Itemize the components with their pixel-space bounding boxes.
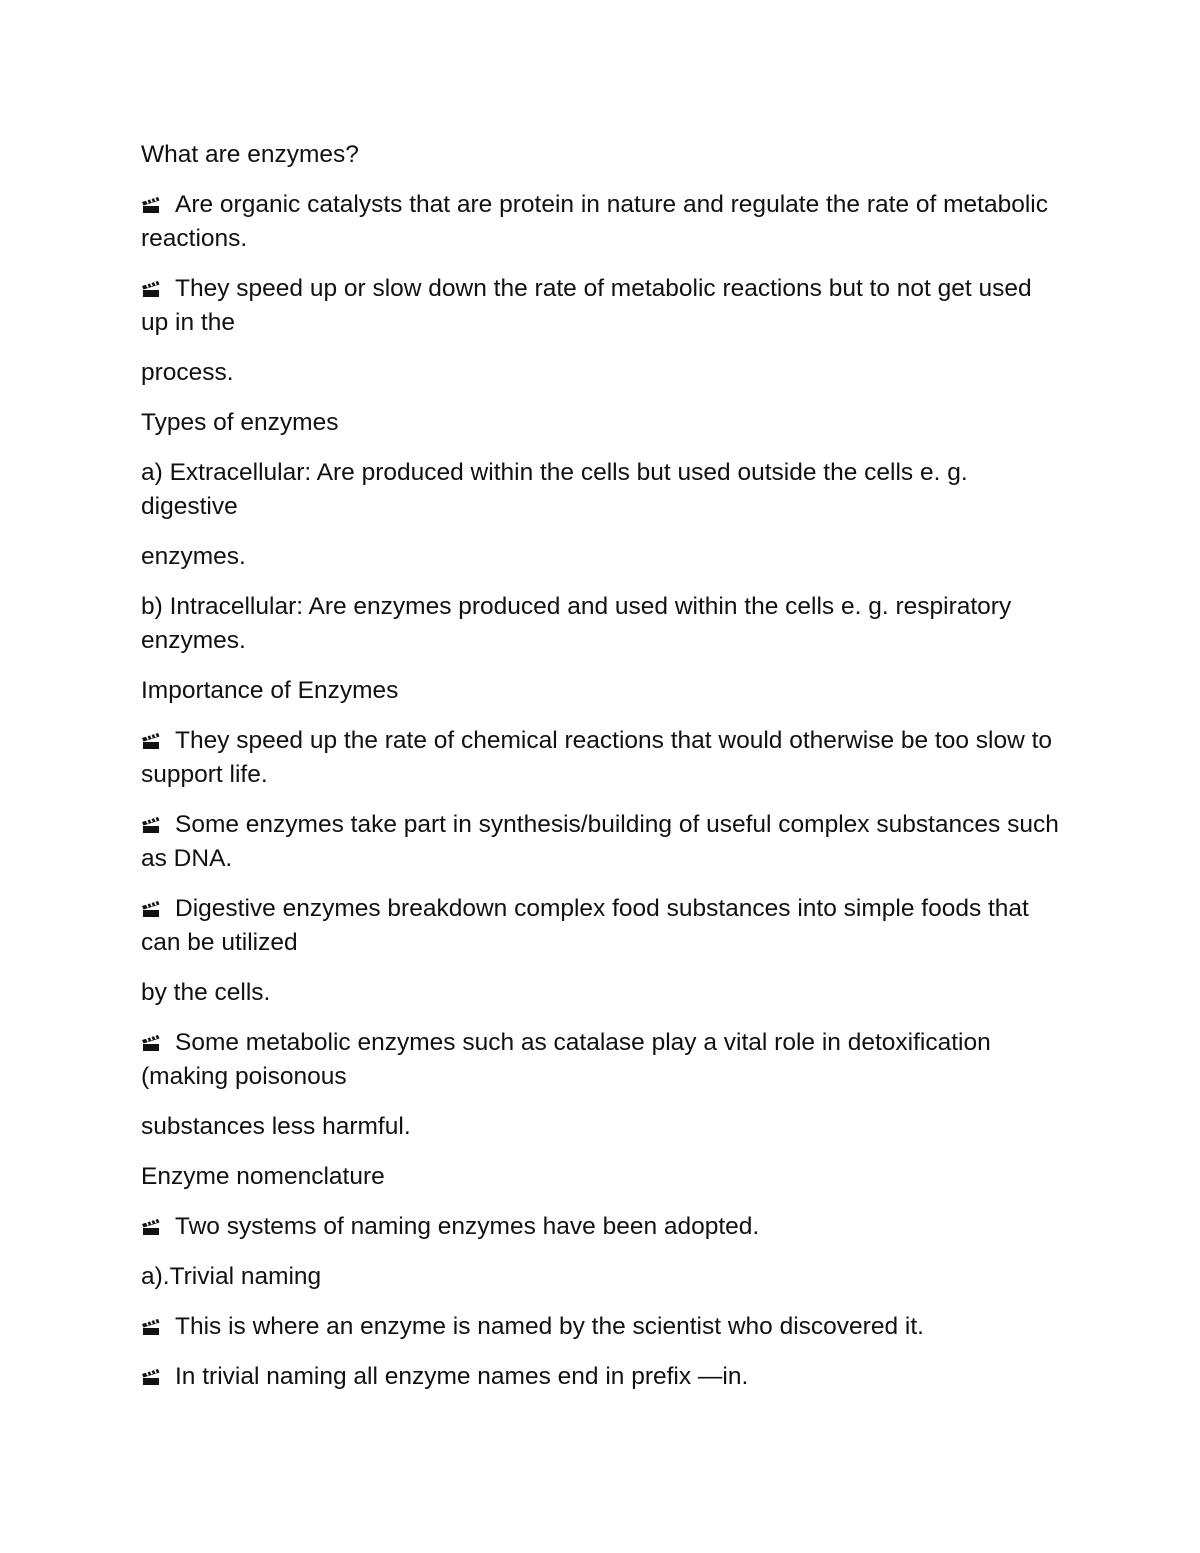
paragraph xyxy=(141,456,1061,524)
paragraph xyxy=(141,674,1061,708)
paragraph-text: a).Trivial naming xyxy=(141,1263,322,1290)
bullet-paragraph xyxy=(141,188,1061,256)
paragraph-text: Some metabolic enzymes such as catalase play a vital role in detoxification (making poisonous xyxy=(141,1029,991,1090)
paragraph-text: process. xyxy=(141,359,234,386)
clapperboard-icon xyxy=(141,1368,161,1386)
bullet-paragraph xyxy=(141,1360,1061,1394)
clapperboard-icon xyxy=(141,280,161,298)
bullet-paragraph xyxy=(141,1310,1061,1344)
paragraph-text: In trivial naming all enzyme names end in prefix —in. xyxy=(175,1363,749,1390)
paragraph xyxy=(141,540,1061,574)
paragraph xyxy=(141,1260,1061,1294)
bullet-paragraph xyxy=(141,1210,1061,1244)
paragraph xyxy=(141,1110,1061,1144)
bullet-paragraph xyxy=(141,724,1061,792)
paragraph-text: Some enzymes take part in synthesis/building of useful complex substances such as DNA. xyxy=(141,811,1059,872)
paragraph-text: Digestive enzymes breakdown complex food substances into simple foods that can be utilized xyxy=(141,895,1029,956)
paragraph-text: Enzyme nomenclature xyxy=(141,1163,385,1190)
paragraph-text: What are enzymes? xyxy=(141,141,359,168)
paragraph xyxy=(141,1160,1061,1194)
paragraph-text: They speed up or slow down the rate of metabolic reactions but to not get used up in the xyxy=(141,275,1032,336)
paragraph-text: They speed up the rate of chemical reactions that would otherwise be too slow to support life. xyxy=(141,727,1053,788)
document-page xyxy=(141,138,1061,1410)
bullet-paragraph xyxy=(141,808,1061,876)
clapperboard-icon xyxy=(141,816,161,834)
paragraph-text: Two systems of naming enzymes have been adopted. xyxy=(175,1213,760,1240)
paragraph-text: b) Intracellular: Are enzymes produced and used within the cells e. g. respiratory enzymes. xyxy=(141,593,1012,654)
paragraph xyxy=(141,138,1061,172)
clapperboard-icon xyxy=(141,1034,161,1052)
paragraph xyxy=(141,976,1061,1010)
bullet-paragraph xyxy=(141,1026,1061,1094)
paragraph-text: a) Extracellular: Are produced within the cells but used outside the cells e. g. digestive xyxy=(141,459,968,520)
clapperboard-icon xyxy=(141,900,161,918)
paragraph xyxy=(141,356,1061,390)
clapperboard-icon xyxy=(141,1218,161,1236)
paragraph-text: enzymes. xyxy=(141,543,246,570)
paragraph xyxy=(141,406,1061,440)
paragraph-text: Types of enzymes xyxy=(141,409,339,436)
paragraph-text: substances less harmful. xyxy=(141,1113,411,1140)
paragraph xyxy=(141,590,1061,658)
clapperboard-icon xyxy=(141,196,161,214)
clapperboard-icon xyxy=(141,1318,161,1336)
clapperboard-icon xyxy=(141,732,161,750)
bullet-paragraph xyxy=(141,892,1061,960)
paragraph-text: This is where an enzyme is named by the scientist who discovered it. xyxy=(175,1313,924,1340)
bullet-paragraph xyxy=(141,272,1061,340)
paragraph-text: Are organic catalysts that are protein in nature and regulate the rate of metabolic reactions. xyxy=(141,191,1048,252)
paragraph-text: Importance of Enzymes xyxy=(141,677,399,704)
paragraph-text: by the cells. xyxy=(141,979,271,1006)
